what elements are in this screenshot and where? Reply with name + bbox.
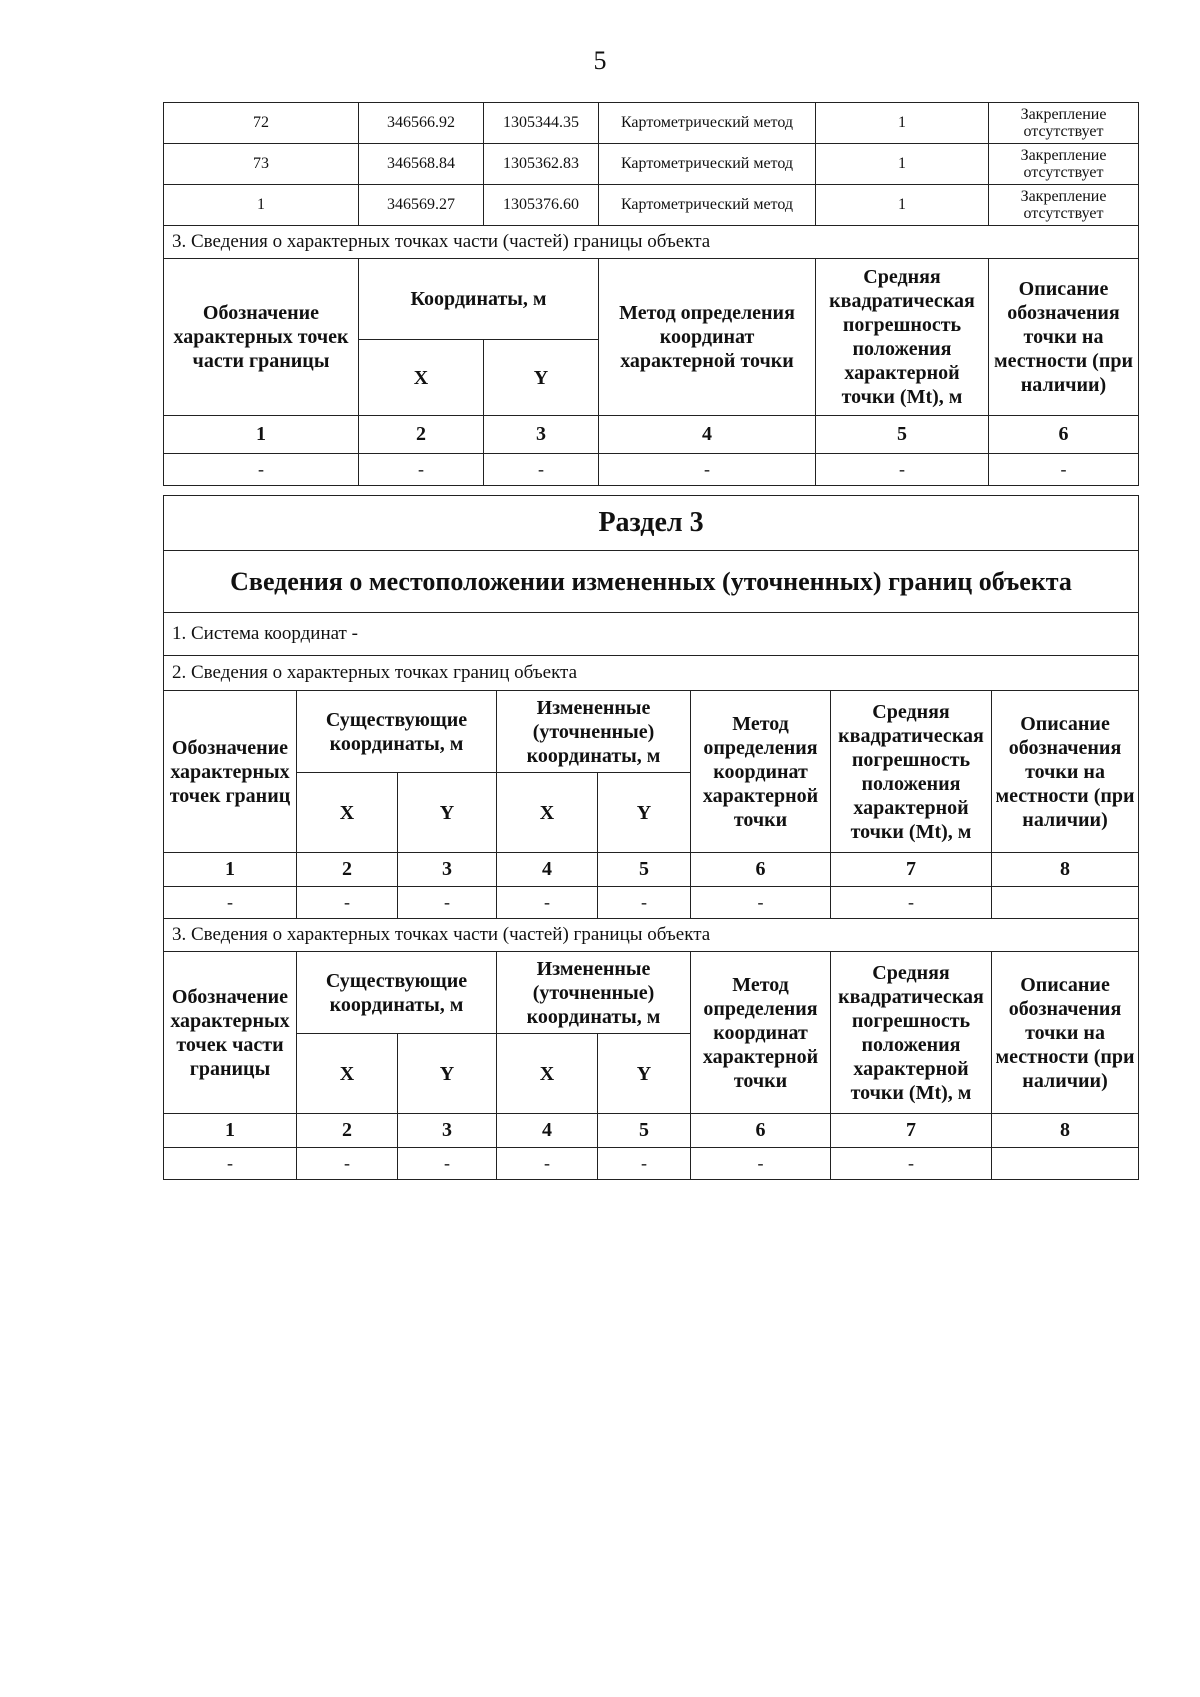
column-numbers-row: [164, 853, 1139, 887]
header-description: Описание обозначения точки на местности (при наличии): [992, 952, 1139, 1114]
col-number: 3: [398, 853, 497, 887]
col-number: 6: [691, 1114, 831, 1148]
empty-cell: -: [164, 887, 297, 919]
coordinates-table: [163, 102, 1139, 486]
empty-cell: -: [398, 887, 497, 919]
table-row: [164, 103, 1139, 144]
col-number: 4: [599, 416, 816, 454]
coord-x: 346568.84: [359, 144, 484, 185]
empty-cell: -: [598, 1148, 691, 1180]
empty-row: [164, 1148, 1139, 1180]
empty-cell: -: [297, 1148, 398, 1180]
page-number: 5: [593, 46, 607, 75]
coordinate-system: 1. Система координат -: [164, 613, 1139, 656]
point-number: 73: [164, 144, 359, 185]
column-numbers-row: [164, 1114, 1139, 1148]
method: Картометрический метод: [599, 144, 816, 185]
col-number: 6: [691, 853, 831, 887]
col-number: 8: [992, 853, 1139, 887]
col-number: 5: [598, 1114, 691, 1148]
empty-cell: -: [398, 1148, 497, 1180]
header-existing-coordinates: Существующие координаты, м: [297, 691, 497, 773]
empty-cell: -: [599, 454, 816, 486]
col-number: 4: [497, 1114, 598, 1148]
empty-row: [164, 887, 1139, 919]
header-mt: Средняя квадратическая погрешность положения характерной точки (Mt), м: [831, 691, 992, 853]
header-description: Описание обозначения точки на местности (при наличии): [989, 259, 1139, 416]
empty-cell: -: [831, 887, 992, 919]
top-table-frame: [163, 102, 1138, 486]
empty-cell: -: [164, 1148, 297, 1180]
section-3-frame: [163, 495, 1138, 1180]
header-method: Метод определения координат характерной точки: [691, 952, 831, 1114]
point-description: Закрепление отсутствует: [989, 144, 1139, 185]
header-designation: Обозначение характерных точек части границы: [164, 259, 359, 416]
col-number: 1: [164, 1114, 297, 1148]
empty-cell: -: [497, 1148, 598, 1180]
col-number: 2: [297, 1114, 398, 1148]
col-number: 2: [359, 416, 484, 454]
method: Картометрический метод: [599, 103, 816, 144]
coord-y: 1305376.60: [484, 185, 599, 226]
header-coordinates: Координаты, м: [359, 259, 599, 340]
empty-cell: -: [359, 454, 484, 486]
mt-value: 1: [816, 144, 989, 185]
col-number: 1: [164, 853, 297, 887]
point-number: 72: [164, 103, 359, 144]
table-row: [164, 185, 1139, 226]
col-number: 6: [989, 416, 1139, 454]
header-y: Y: [398, 773, 497, 853]
empty-cell: -: [831, 1148, 992, 1180]
empty-cell: -: [297, 887, 398, 919]
col-number: 3: [484, 416, 599, 454]
points-caption: 2. Сведения о характерных точках границ объекта: [164, 656, 1139, 691]
empty-cell: -: [484, 454, 599, 486]
coord-x: 346569.27: [359, 185, 484, 226]
section-3-table: [163, 495, 1139, 1180]
coord-y: 1305344.35: [484, 103, 599, 144]
header-method: Метод определения координат характерной точки: [599, 259, 816, 416]
method: Картометрический метод: [599, 185, 816, 226]
header-y: Y: [398, 1034, 497, 1114]
header-y: Y: [484, 340, 599, 416]
empty-cell: [992, 887, 1139, 919]
col-number: 4: [497, 853, 598, 887]
col-number: 7: [831, 1114, 992, 1148]
col-number: 5: [598, 853, 691, 887]
col-number: 3: [398, 1114, 497, 1148]
header-changed-coordinates: Измененные (уточненные) координаты, м: [497, 691, 691, 773]
part-caption: 3. Сведения о характерных точках части (частей) границы объекта: [164, 919, 1139, 952]
empty-cell: [992, 1148, 1139, 1180]
point-number: 1: [164, 185, 359, 226]
header-x: X: [497, 773, 598, 853]
empty-cell: -: [691, 887, 831, 919]
column-numbers-row: [164, 416, 1139, 454]
header-y: Y: [598, 773, 691, 853]
header-mt: Средняя квадратическая погрешность положения характерной точки (Mt), м: [816, 259, 989, 416]
header-existing-coordinates: Существующие координаты, м: [297, 952, 497, 1034]
header-description: Описание обозначения точки на местности (при наличии): [992, 691, 1139, 853]
header-designation: Обозначение характерных точек границ: [164, 691, 297, 853]
col-number: 7: [831, 853, 992, 887]
section-title: Раздел 3: [164, 496, 1139, 551]
table-row: [164, 144, 1139, 185]
section-caption: 3. Сведения о характерных точках части (частей) границы объекта: [164, 226, 1139, 259]
header-method: Метод определения координат характерной точки: [691, 691, 831, 853]
empty-cell: -: [164, 454, 359, 486]
empty-row: [164, 454, 1139, 486]
empty-cell: -: [691, 1148, 831, 1180]
header-x: X: [497, 1034, 598, 1114]
empty-cell: -: [816, 454, 989, 486]
col-number: 8: [992, 1114, 1139, 1148]
col-number: 2: [297, 853, 398, 887]
point-description: Закрепление отсутствует: [989, 185, 1139, 226]
header-y: Y: [598, 1034, 691, 1114]
col-number: 1: [164, 416, 359, 454]
mt-value: 1: [816, 103, 989, 144]
point-description: Закрепление отсутствует: [989, 103, 1139, 144]
empty-cell: -: [989, 454, 1139, 486]
empty-cell: -: [598, 887, 691, 919]
header-x: X: [359, 340, 484, 416]
coord-y: 1305362.83: [484, 144, 599, 185]
section-subtitle: Сведения о местоположении измененных (уточненных) границ объекта: [164, 551, 1139, 613]
header-changed-coordinates: Измененные (уточненные) координаты, м: [497, 952, 691, 1034]
header-x: X: [297, 773, 398, 853]
header-x: X: [297, 1034, 398, 1114]
empty-cell: -: [497, 887, 598, 919]
header-designation: Обозначение характерных точек части границы: [164, 952, 297, 1114]
col-number: 5: [816, 416, 989, 454]
coord-x: 346566.92: [359, 103, 484, 144]
mt-value: 1: [816, 185, 989, 226]
header-mt: Средняя квадратическая погрешность положения характерной точки (Mt), м: [831, 952, 992, 1114]
